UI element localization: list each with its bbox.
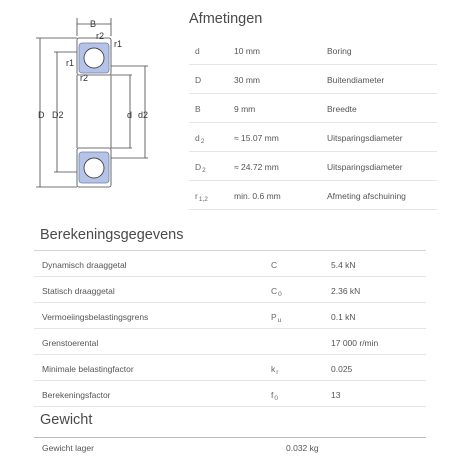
table-row [34,303,426,329]
table-row [189,36,437,65]
calc-symbol: $C_0$ [271,286,282,298]
calc-label: Statisch draaggetal [42,286,115,296]
gewicht-title: Gewicht [40,412,93,428]
table-row [34,381,426,407]
table-row [189,123,437,152]
label-B: B [90,19,97,29]
label-D2: D2 [52,110,64,120]
table-row [189,65,437,94]
label-d: d [127,110,133,120]
calc-value: 0.1 kN [331,312,356,322]
calc-symbol: $P_u$ [271,312,282,324]
dim-description: Afmeting afschuining [327,191,406,201]
calc-symbol: $k_r$ [271,364,279,376]
calc-value: 13 [331,390,341,400]
dim-symbol: D [195,75,202,85]
label-D: D [38,110,45,120]
label-r1-left: r1 [66,58,75,68]
lower-ball [84,158,104,178]
dim-value: 9 mm [234,104,256,114]
label-d2: d2 [138,110,149,120]
dim-value: ≈ 24.72 mm [234,162,279,172]
dim-symbol: $d_2$ [195,133,205,145]
calc-label: Dynamisch draaggetal [42,260,127,270]
dim-description: Boring [327,46,352,56]
calc-value: 17 000 r/min [331,338,379,348]
gewicht-label: Gewicht lager [42,443,94,453]
dim-value: ≈ 15.07 mm [234,133,279,143]
table-row [189,181,437,210]
bearing-drawing [30,10,170,195]
table-row [189,94,437,123]
dim-description: Uitsparingsdiameter [327,162,403,172]
afmetingen-table [189,36,437,210]
dim-symbol: d [195,46,200,56]
dim-description: Buitendiameter [327,75,385,85]
calc-value: 2.36 kN [331,286,361,296]
dim-value: 10 mm [234,46,260,56]
calc-label: Grenstoerental [42,338,99,348]
table-row [189,152,437,181]
table-row [34,355,426,381]
calc-label: Vermoeiingsbelastingsgrens [42,312,149,322]
table-row [34,329,426,355]
dim-symbol: $D_2$ [195,162,206,174]
dim-symbol: B [195,104,201,114]
label-r1-top: r1 [114,39,123,49]
dim-description: Uitsparingsdiameter [327,133,403,143]
calc-label: Berekeningsfactor [42,390,111,400]
calc-symbol: $f_0$ [271,390,278,402]
berekeningsgegevens-title: Berekeningsgegevens [40,227,184,243]
berekeningsgegevens-table [34,250,426,407]
calc-value: 5.4 kN [331,260,356,270]
table-row [34,251,426,277]
label-r2-top: r2 [96,31,105,41]
label-r2-left: r2 [80,73,89,83]
afmetingen-title: Afmetingen [189,11,263,27]
calc-label: Minimale belastingfactor [42,364,134,374]
calc-value: 0.025 [331,364,353,374]
upper-ball [84,48,104,68]
calc-symbol: C [271,260,278,270]
bearing-cross-section-diagram [30,10,170,195]
dim-description: Breedte [327,104,357,114]
gewicht-row [34,437,426,458]
gewicht-value: 0.032 kg [286,443,319,453]
dim-value: min. 0.6 mm [234,191,281,201]
table-row [34,277,426,303]
dim-symbol: $r_{1,2}$ [195,191,208,203]
dim-value: 30 mm [234,75,260,85]
